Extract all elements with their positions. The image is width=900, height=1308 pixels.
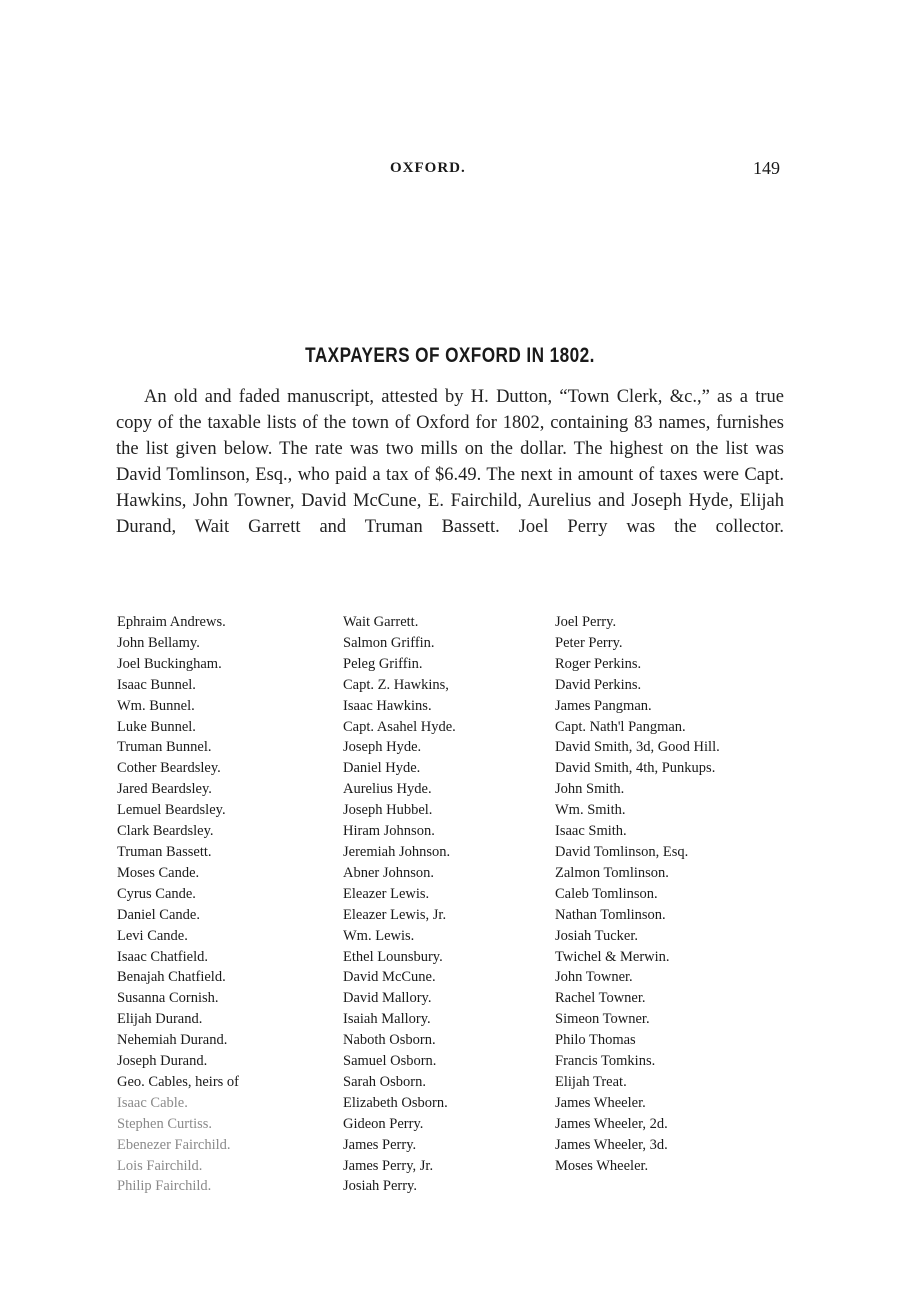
taxpayer-name: Wm. Lewis. [343,927,415,944]
taxpayer-name: Gideon Perry. [343,1115,424,1132]
taxpayer-name: Roger Perkins. [555,655,642,672]
taxpayer-name: John Towner. [555,969,633,986]
taxpayer-name: Samuel Osborn. [343,1053,437,1070]
taxpayer-name: Aurelius Hyde. [343,781,432,798]
taxpayer-name: Ephraim Andrews. [117,614,226,630]
taxpayer-name: Elijah Treat. [555,1073,627,1090]
taxpayer-name: Capt. Nath'l Pangman. [555,718,686,735]
taxpayer-name: Eleazer Lewis, Jr. [343,906,447,923]
taxpayer-name: Isaac Bunnel. [117,676,196,693]
taxpayer-name: Joseph Hyde. [343,739,422,756]
taxpayer-name: Nehemiah Durand. [117,1032,228,1049]
taxpayer-name: James Wheeler, 2d. [555,1115,668,1132]
taxpayer-name: Elizabeth Osborn. [343,1094,448,1111]
taxpayer-name: David Perkins. [555,676,642,693]
taxpayer-name: Susanna Cornish. [117,990,219,1007]
taxpayer-name: Philo Thomas [555,1032,636,1049]
taxpayer-name: Isaac Cable. [117,1094,188,1111]
page-number: 149 [753,158,780,178]
taxpayer-name: James Perry. [343,1136,417,1153]
taxpayer-name: Truman Bunnel. [117,739,212,756]
intro-text: An old and faded manuscript, attested by H. Dutton, “Town Clerk, &c.,” as a true copy of the taxable lists of the town of Oxford for 1802, containing 83 names, furnishes the list given below. The rate was two mills on the dollar. The highest on the list was David Tomlinson, Esq., who paid a tax of $6.49. The next in amount of taxes were Capt. Hawkins, John Towner, David McCune, E. Fairchild, Aurelius and Joseph Hyde, Elijah Durand, Wait Garrett and Truman Bassett. Joel Perry was the collector. [116,387,784,537]
taxpayer-name: Nathan Tomlinson. [555,906,666,923]
taxpayer-name: Benajah Chatfield. [117,969,226,986]
taxpayer-name: Joel Buckingham. [117,655,222,672]
taxpayer-name: Jeremiah Johnson. [343,843,451,860]
taxpayer-name: Peter Perry. [555,634,623,651]
taxpayer-name: Josiah Tucker. [555,927,638,944]
taxpayer-name: David Smith, 4th, Punkups. [555,760,716,777]
taxpayer-name: Hiram Johnson. [343,823,435,840]
taxpayer-name: David Smith, 3d, Good Hill. [555,739,720,756]
taxpayer-name: James Pangman. [555,697,652,714]
taxpayer-name: Capt. Asahel Hyde. [343,718,456,735]
taxpayer-name: Cother Beardsley. [117,760,221,777]
taxpayer-name: Francis Tomkins. [555,1053,656,1070]
taxpayer-name: Joseph Hubbel. [343,802,433,819]
taxpayer-name: Truman Bassett. [117,843,212,860]
taxpayer-name: Ebenezer Fairchild. [117,1136,231,1153]
running-title: OXFORD. [390,160,466,176]
taxpayer-name: Lemuel Beardsley. [117,802,226,819]
taxpayer-name: Joel Perry. [555,614,617,630]
taxpayer-name: Capt. Z. Hawkins, [343,676,449,693]
taxpayer-name: Isaac Chatfield. [117,948,208,965]
taxpayer-name: Josiah Perry. [343,1178,417,1195]
taxpayer-name: Luke Bunnel. [117,718,196,735]
taxpayer-name: Stephen Curtiss. [117,1115,213,1132]
taxpayer-name: Zalmon Tomlinson. [555,864,669,881]
taxpayer-name: James Wheeler. [555,1094,646,1111]
running-head [0,160,900,184]
taxpayer-column-1 [117,612,239,1197]
taxpayer-name: Wm. Smith. [555,802,626,819]
taxpayer-name: John Smith. [555,781,625,798]
taxpayer-name: David Mallory. [343,990,432,1007]
taxpayer-name: Twichel & Merwin. [555,948,670,965]
taxpayer-name: Moses Wheeler. [555,1157,649,1174]
taxpayer-name: Peleg Griffin. [343,655,423,672]
taxpayer-column-2 [343,612,456,1197]
taxpayer-name: Naboth Osborn. [343,1032,436,1049]
taxpayer-name: Isaac Hawkins. [343,697,432,714]
taxpayer-name: Rachel Towner. [555,990,646,1007]
taxpayer-name: Jared Beardsley. [117,781,212,798]
taxpayer-name: Caleb Tomlinson. [555,885,658,902]
taxpayer-name: Isaiah Mallory. [343,1011,431,1028]
taxpayer-name: Philip Fairchild. [117,1178,212,1195]
taxpayer-name: Abner Johnson. [343,864,435,881]
taxpayer-name: Salmon Griffin. [343,634,435,651]
taxpayer-name: Elijah Durand. [117,1011,203,1028]
taxpayer-name: Levi Cande. [117,927,188,944]
taxpayer-name: Simeon Towner. [555,1011,650,1028]
section-title: TAXPAYERS OF OXFORD IN 1802. [305,344,595,367]
taxpayer-name: David Tomlinson, Esq. [555,843,689,860]
taxpayer-name: Daniel Hyde. [343,760,421,777]
taxpayer-name: Clark Beardsley. [117,823,214,840]
taxpayer-name: Geo. Cables, heirs of [117,1073,240,1090]
taxpayer-name: Wait Garrett. [343,614,419,630]
taxpayer-name: Eleazer Lewis. [343,885,430,902]
taxpayer-name: John Bellamy. [117,634,200,651]
taxpayer-name: Joseph Durand. [117,1053,208,1070]
taxpayer-name: James Perry, Jr. [343,1157,434,1174]
taxpayer-name: Lois Fairchild. [117,1157,203,1174]
taxpayer-name: Cyrus Cande. [117,885,196,902]
taxpayer-name: Ethel Lounsbury. [343,948,443,965]
taxpayer-column-3 [555,612,720,1176]
taxpayer-name: Daniel Cande. [117,906,200,923]
taxpayer-name: David McCune. [343,969,436,986]
taxpayer-name: James Wheeler, 3d. [555,1136,668,1153]
taxpayer-name: Wm. Bunnel. [117,697,195,714]
intro-paragraph [116,384,784,540]
taxpayer-name: Moses Cande. [117,864,200,881]
taxpayer-name: Isaac Smith. [555,823,627,840]
taxpayer-name: Sarah Osborn. [343,1073,426,1090]
